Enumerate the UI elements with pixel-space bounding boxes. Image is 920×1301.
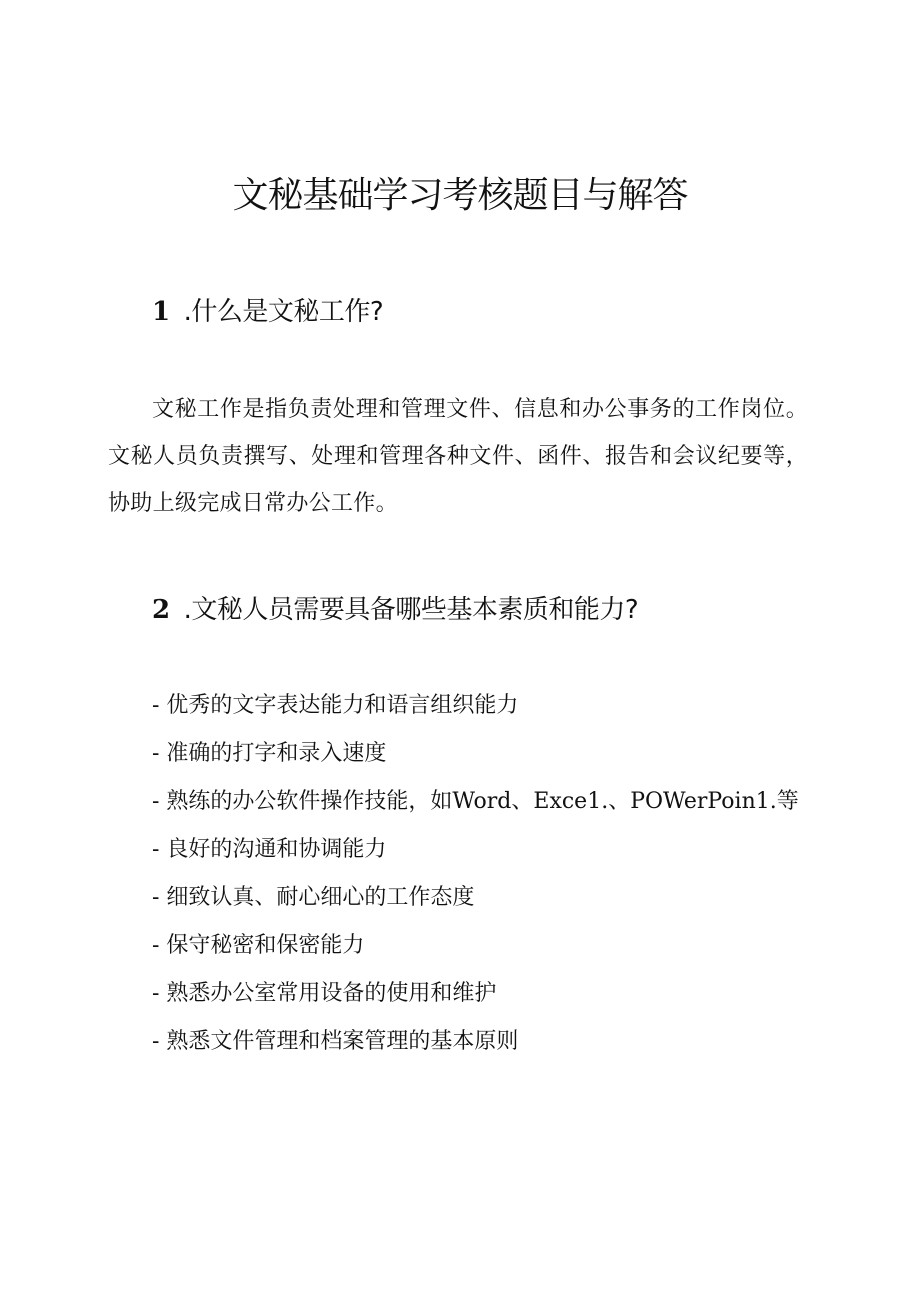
list-item: - 熟悉办公室常用设备的使用和维护 [152,981,497,1006]
section-2-heading [152,590,638,630]
list-item: - 准确的打字和录入速度 [152,741,387,766]
list-item: - 细致认真、耐心细心的工作态度 [152,885,475,910]
section-2-list [152,682,799,1066]
section-1-number: 1 [152,297,170,327]
list-item: - 熟练的办公软件操作技能，如Word、Exce1.、POWerPoin1.等 [152,789,799,814]
document-title: 文秘基础学习考核题目与解答 [232,175,688,216]
section-1-heading [152,292,383,332]
section-1-heading-text: .什么是文秘工作? [183,297,384,327]
list-item: - 优秀的文字表达能力和语言组织能力 [152,693,519,718]
section-1-paragraph: 文秘工作是指负责处理和管理文件、信息和办公事务的工作岗位。文秘人员负责撰写、处理和管理各种文件、函件、报告和会议纪要等，协助上级完成日常办公工作。 [108,397,808,516]
list-item: - 熟悉文件管理和档案管理的基本原则 [152,1029,519,1054]
list-item: - 保守秘密和保密能力 [152,933,365,958]
list-item: - 良好的沟通和协调能力 [152,837,387,862]
section-2-number: 2 [152,595,170,625]
section-2-heading-text: .文秘人员需要具备哪些基本素质和能力? [183,595,639,625]
